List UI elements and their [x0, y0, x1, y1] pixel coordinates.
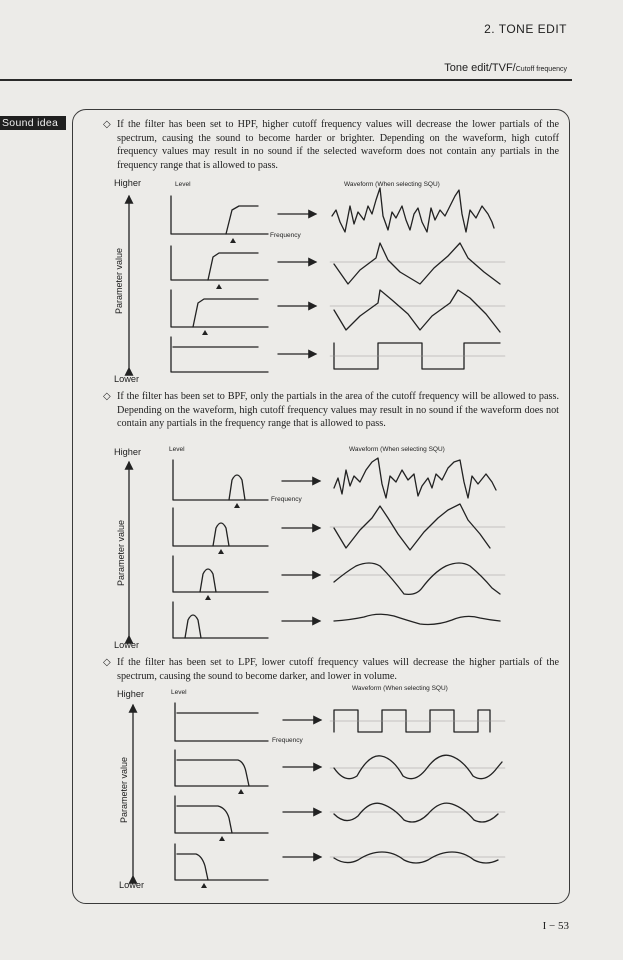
bpf-waveform-3	[330, 563, 505, 594]
hpf-spectrum-4	[171, 337, 268, 372]
sound-idea-badge: Sound idea	[0, 116, 66, 130]
lpf-spectrum-3	[175, 796, 268, 833]
hpf-arrows	[278, 214, 316, 354]
hpf-spectrum-2	[171, 246, 268, 280]
lpf-waveform-label: Waveform (When selecting SQU)	[352, 685, 448, 692]
hpf-level-label: Level	[175, 181, 191, 188]
hpf-waveform-label: Waveform (When selecting SQU)	[344, 181, 440, 188]
bpf-text: If the filter has been set to BPF, only the partials in the area of the cutoff frequency will be allowed to pass. Depending on the waveform, high cutoff frequency values may result in no sound if the waveform does not contain any partials in the frequency range that is allowed to pass.	[117, 391, 559, 430]
hpf-spectrum-3	[171, 290, 268, 327]
hpf-parameter-label: Parameter value	[114, 247, 124, 315]
bpf-parameter-label: Parameter value	[116, 519, 126, 587]
diamond-bullet-icon: ◇	[103, 657, 111, 668]
lpf-waveform-4	[330, 852, 505, 863]
hpf-text: If the filter has been set to HPF, higher cutoff frequency values will decrease the lower partials of the spectrum, causing the sound to become harder or brighter. Depending on the waveform, high cutoff frequency values may result in no sound if the selected waveform does not contain any partials in the frequency range that is allowed to pass.	[117, 119, 559, 171]
hpf-frequency-label: Frequency	[270, 232, 301, 239]
bpf-spectrum-1	[173, 460, 268, 500]
bpf-cutoff-markers	[205, 503, 240, 600]
bpf-waveform-1	[334, 458, 496, 498]
bpf-higher-label: Higher	[114, 447, 142, 457]
hpf-lower-label: Lower	[114, 374, 140, 384]
lpf-lower-label: Lower	[119, 880, 145, 890]
lpf-text: If the filter has been set to LPF, lower cutoff frequency values will decrease the higher partials of the spectrum, causing the sound to become darker, and lower in volume.	[117, 657, 559, 682]
lpf-waveform-3	[330, 803, 505, 822]
hpf-higher-label: Higher	[114, 178, 142, 188]
lpf-parameter-label: Parameter value	[119, 756, 129, 824]
chapter-title: 2. TONE EDIT	[484, 22, 567, 36]
bpf-spectrum-3	[173, 556, 268, 592]
bpf-level-label: Level	[169, 446, 185, 453]
hpf-waveform-3	[330, 290, 505, 332]
hpf-waveform-2	[330, 243, 505, 284]
lpf-higher-label: Higher	[117, 689, 145, 699]
bpf-waveform-2	[330, 504, 505, 550]
diamond-bullet-icon: ◇	[103, 119, 111, 130]
lpf-spectrum-2	[175, 750, 268, 786]
page-number: I − 53	[542, 920, 569, 932]
bpf-spectrum-2	[173, 508, 268, 546]
bpf-spectrum-4	[173, 602, 268, 638]
bpf-waveform-label: Waveform (When selecting SQU)	[349, 446, 445, 453]
bpf-lower-label: Lower	[114, 640, 140, 650]
hpf-spectrum-1	[171, 196, 268, 234]
bpf-waveform-4	[334, 614, 500, 624]
bpf-arrows	[282, 481, 320, 621]
diamond-bullet-icon: ◇	[103, 391, 111, 402]
bpf-frequency-label: Frequency	[271, 496, 302, 503]
lpf-waveform-2	[330, 755, 505, 778]
lpf-arrows	[283, 720, 321, 857]
lpf-spectrum-1	[175, 703, 268, 741]
lpf-waveform-1	[330, 710, 505, 732]
breadcrumb-small: Cutoff frequency	[515, 66, 567, 73]
breadcrumb-main: Tone edit/TVF/	[444, 62, 516, 74]
hpf-waveform-4	[330, 343, 505, 369]
lpf-level-label: Level	[171, 689, 187, 696]
lpf-spectrum-4	[175, 844, 268, 880]
lpf-frequency-label: Frequency	[272, 737, 303, 744]
hpf-waveform-1	[332, 188, 494, 232]
lpf-cutoff-markers	[201, 789, 244, 888]
